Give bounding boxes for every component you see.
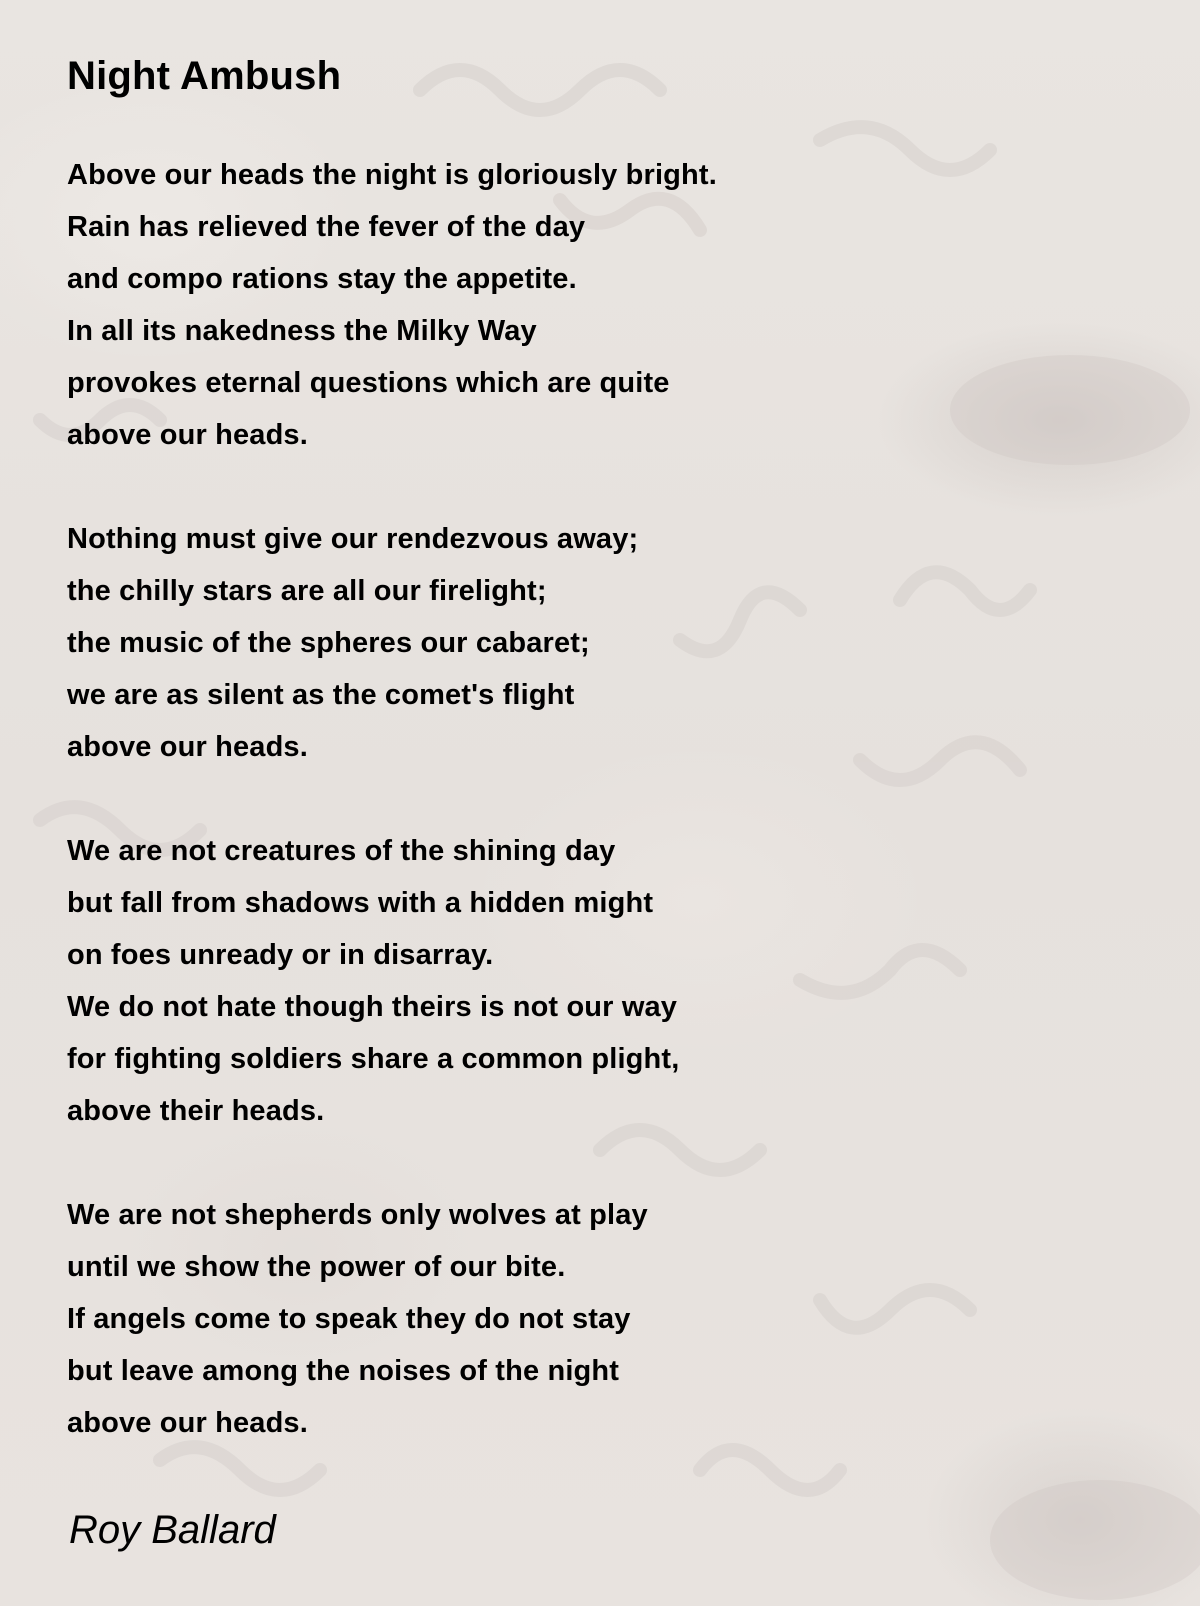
poem-line: We are not shepherds only wolves at play <box>67 1199 648 1231</box>
poem-line: above their heads. <box>67 1095 325 1127</box>
stanza-1 <box>67 149 1067 461</box>
poem-line: but fall from shadows with a hidden might <box>67 887 654 919</box>
poem-line: We do not hate though theirs is not our way <box>67 991 678 1023</box>
poem-title: Night Ambush <box>67 54 342 98</box>
poem-line: for fighting soldiers share a common plight, <box>67 1043 680 1075</box>
poem-line: Nothing must give our rendezvous away; <box>67 523 639 555</box>
poem-author: Roy Ballard <box>69 1508 276 1552</box>
poem-line: Above our heads the night is gloriously bright. <box>67 159 717 191</box>
poem-line: In all its nakedness the Milky Way <box>67 315 537 347</box>
poem-line: and compo rations stay the appetite. <box>67 263 577 295</box>
poem-line: but leave among the noises of the night <box>67 1355 620 1387</box>
poem-line: the chilly stars are all our firelight; <box>67 575 547 607</box>
poem-line: on foes unready or in disarray. <box>67 939 494 971</box>
stanza-3 <box>67 825 1067 1137</box>
poem-body <box>67 149 1067 1501</box>
poem-line: above our heads. <box>67 731 308 763</box>
poem-line: above our heads. <box>67 1407 308 1439</box>
stanza-2 <box>67 513 1067 773</box>
poem-line: Rain has relieved the fever of the day <box>67 211 586 243</box>
poem-line: provokes eternal questions which are quite <box>67 367 670 399</box>
poem-line: If angels come to speak they do not stay <box>67 1303 631 1335</box>
poem-line: until we show the power of our bite. <box>67 1251 566 1283</box>
stanza-4 <box>67 1189 1067 1449</box>
poem-line: We are not creatures of the shining day <box>67 835 616 867</box>
poem-line: we are as silent as the comet's flight <box>67 679 575 711</box>
poem-line: the music of the spheres our cabaret; <box>67 627 590 659</box>
poem-line: above our heads. <box>67 419 308 451</box>
